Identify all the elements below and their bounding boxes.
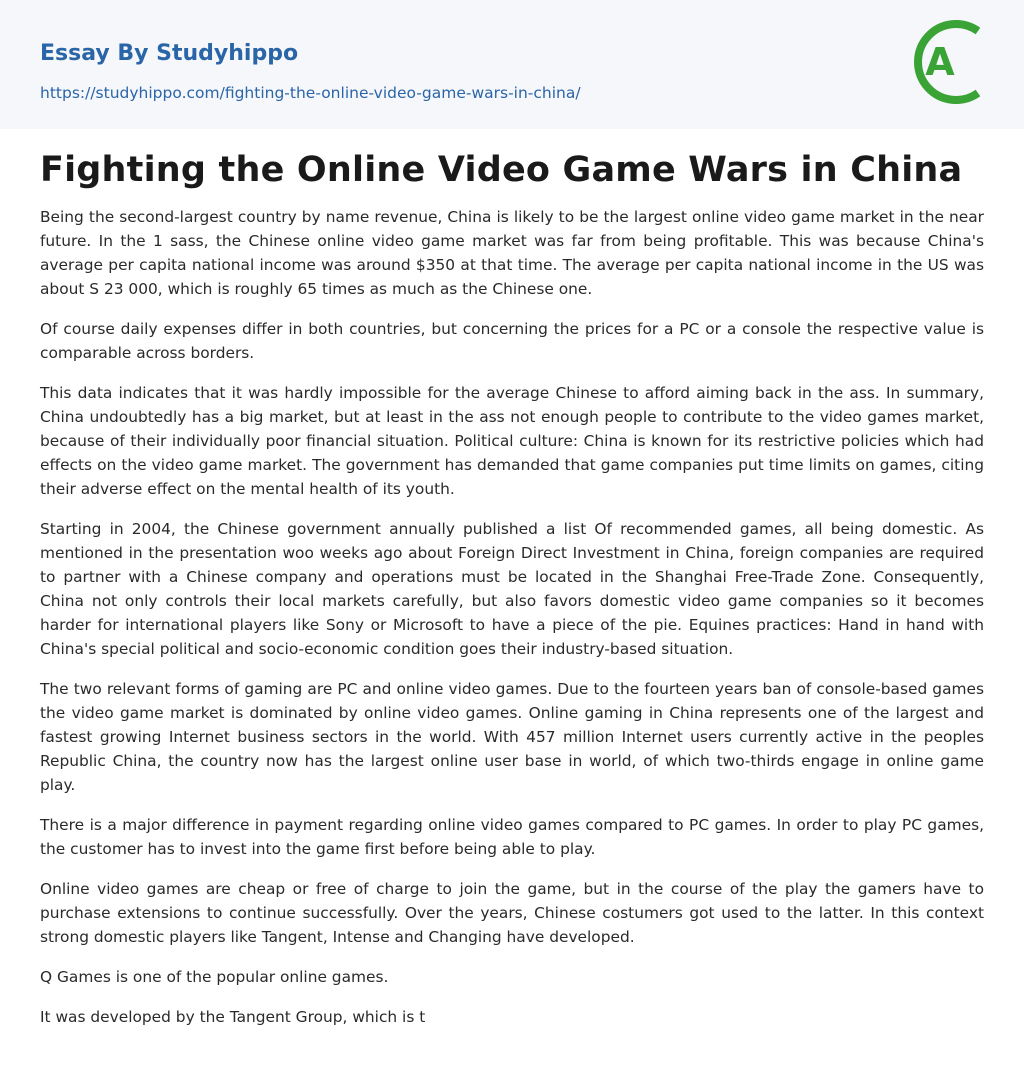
- site-header: [0, 0, 1024, 129]
- article-paragraph: Starting in 2004, the Chinese government annually published a list Of recommended games, all being domestic. As mentioned in the presentation woo weeks ago about Foreign Direct Investment in China, foreign companies are required to partner with a Chinese company and operations must be located in the Shanghai Free-Trade Zone. Consequently, China not only controls their local markets carefully, but also favors domestic video game companies so it becomes harder for international players like Sony or Microsoft to have a piece of the pie. Equines practices: Hand in hand with China's special political and socio-economic condition goes their industry-based situation.: [40, 520, 984, 658]
- brand-title: Essay By Studyhippo: [40, 41, 299, 66]
- article-title: Fighting the Online Video Game Wars in China: [40, 150, 963, 190]
- studyhippo-logo-icon[interactable]: [910, 18, 988, 106]
- article-paragraph: This data indicates that it was hardly impossible for the average Chinese to afford aiming back in the ass. In summary, China undoubtedly has a big market, but at least in the ass not enough people to contribute to the video games market, because of their individually poor financial situation. Political culture: China is known for its restrictive policies which had effects on the video game market. The government has demanded that game companies put time limits on games, citing their adverse effect on the mental health of its youth.: [40, 384, 984, 498]
- article-paragraph: Being the second-largest country by name revenue, China is likely to be the largest online video game market in the near future. In the 1 sass, the Chinese online video game market was far from being profitable. This was because China's average per capita national income was around $350 at that time. The average per capita national income in the US was about S 23 000, which is roughly 65 times as much as the Chinese one.: [40, 208, 984, 298]
- article-paragraph: Of course daily expenses differ in both countries, but concerning the prices for a PC or a console the respective value is comparable across borders.: [40, 320, 984, 362]
- article-paragraph: Q Games is one of the popular online games.: [40, 968, 389, 986]
- article-paragraph: The two relevant forms of gaming are PC and online video games. Due to the fourteen years ban of console-based games the video game market is dominated by online video games. Online gaming in China represents one of the largest and fastest growing Internet business sectors in the world. With 457 million Internet users currently active in the peoples Republic China, the country now has the largest online user base in world, of which two-thirds engage in online game play.: [40, 680, 984, 794]
- article-paragraph: There is a major difference in payment regarding online video games compared to PC games. In order to play PC games, the customer has to invest into the game first before being able to play.: [40, 816, 984, 858]
- article-paragraph: Online video games are cheap or free of charge to join the game, but in the course of the play the gamers have to purchase extensions to continue successfully. Over the years, Chinese costumers got used to the latter. In this context strong domestic players like Tangent, Intense and Changing have developed.: [40, 880, 984, 946]
- article-paragraph: It was developed by the Tangent Group, which is t: [40, 1008, 426, 1026]
- source-url-link[interactable]: https://studyhippo.com/fighting-the-online-video-game-wars-in-china/: [40, 84, 581, 102]
- article: [40, 129, 984, 1029]
- logo-letter: A: [925, 40, 955, 84]
